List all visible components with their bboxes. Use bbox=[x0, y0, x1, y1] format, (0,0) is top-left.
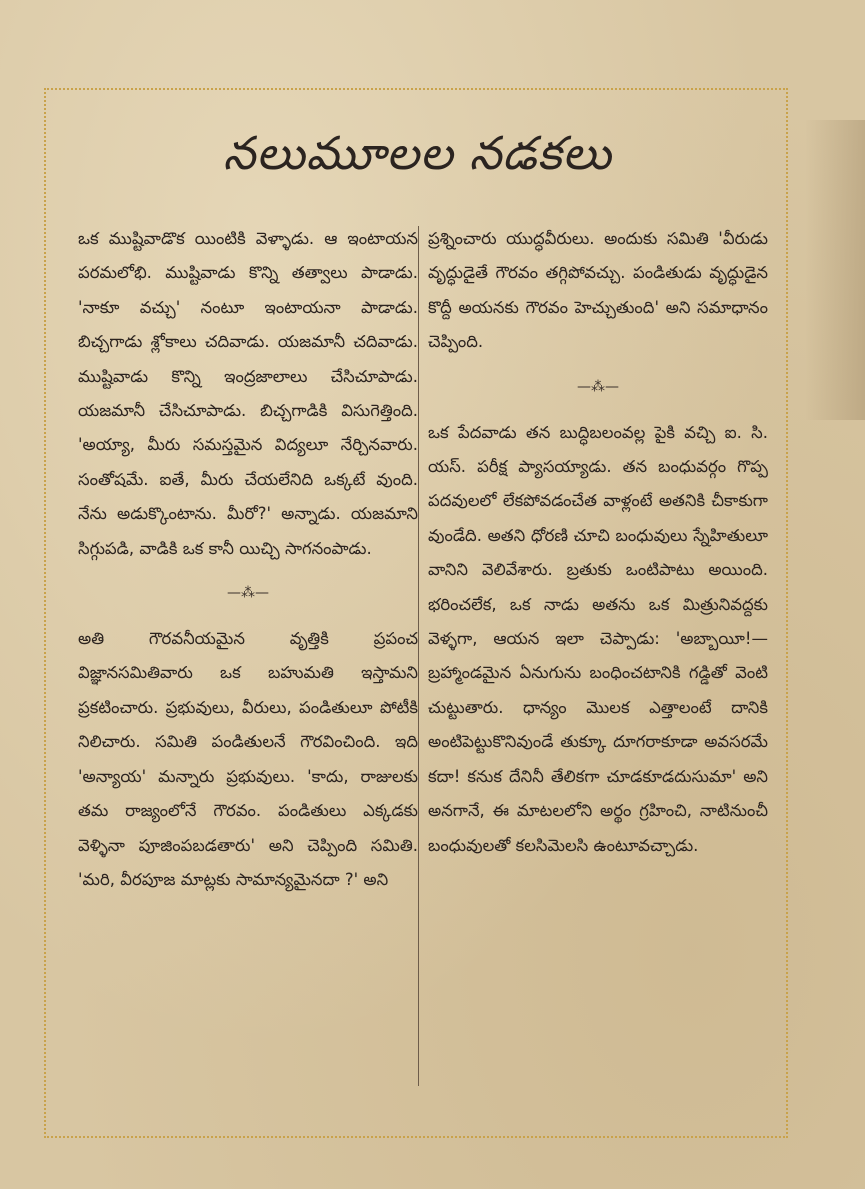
story-paragraph-ics-officer: ఒక పేదవాడు తన బుద్ధిబలంవల్ల పైకి వచ్చి ఐ. సి. యస్. పరీక్ష ప్యాసయ్యాడు. తన బంధువర్గం గొప్ప పదవులలో లేకపోవడంచేత వాళ్లంటే అతనికి చీకాకుగా వుండేది. అతని ధోరణి చూచి బంధువులు స్నేహితులూ వానిని వెలివేశారు. బ్రతుకు ఒంటిపాటు అయింది. భరించలేక, ఒక నాడు అతను ఒక మిత్రునివద్దకు వెళ్ళగా, ఆయన ఇలా చెప్పాడు: 'అబ్బాయీ!—బ్రహ్మాండమైన ఏనుగును బంధించటానికి గడ్డితో వెంటి చుట్టుతారు. ధాన్యం మొలక ఎత్తాలంటే దానికి అంటిపెట్టుకొనివుండే తుక్కూ దూగరాకూడా అవసరమే కదా! కనుక దేనినీ తేలికగా చూడకూడదుసుమా' అని అనగానే, ఈ మాటలలోని అర్థం గ్రహించి, నాటినుంచీ బంధువులతో కలసిమెలసి ఉంటూవచ్చాడు. bbox=[428, 422, 768, 855]
right-column bbox=[428, 222, 768, 1102]
column-divider bbox=[418, 226, 419, 1086]
page-title: నలుమూలల నడకలు bbox=[223, 126, 612, 180]
section-separator: —⁂— bbox=[577, 378, 619, 395]
story-paragraph-honour: అతి గౌరవనీయమైన వృత్తికి ప్రపంచ విజ్ఞానసమితివారు ఒక బహుమతి ఇస్తామని ప్రకటించారు. ప్రభువులు, వీరులు, పండితులూ పోటీకి నిలిచారు. సమితి పండితులనే గౌరవించింది. ఇది 'అన్యాయ' మన్నారు ప్రభువులు. 'కాదు, రాజులకు తమ రాజ్యంలోనే గౌరవం. పండితులు ఎక్కడకు వెళ్ళినా పూజింపబడతారు' అని చెప్పింది సమితి. 'మరి, వీరపూజ మాట్లకు సామాన్యమైనదా ?' అని bbox=[78, 629, 418, 889]
story-paragraph-honour-continued: ప్రశ్నించారు యుద్ధవీరులు. అందుకు సమితి 'వీరుడు వృద్ధుడైతే గౌరవం తగ్గిపోవచ్చు. పండితుడు వృద్ధుడైన కొద్దీ అయనకు గౌరవం హెచ్చుతుంది' అని సమాధానం చెప్పింది. bbox=[428, 229, 768, 352]
left-column bbox=[78, 222, 418, 1102]
story-paragraph-beggar: ఒక ముష్టివాడొక యింటికి వెళ్ళాడు. ఆ ఇంటాయన పరమలోభి. ముష్టివాడు కొన్ని తత్వాలు పాడాడు. 'నాకూ వచ్చు' నంటూ ఇంటాయనా పాడాడు. బిచ్చగాడు శ్లోకాలు చదివాడు. యజమానీ చదివాడు. ముష్టివాడు కొన్ని ఇంద్రజాలాలు చేసిచూపాడు. యజమానీ చేసిచూపాడు. బిచ్చగాడికి విసుగెత్తింది. 'అయ్యా, మీరు సమస్తమైన విద్యలూ నేర్చినవారు. సంతోషమే. ఐతే, మీరు చేయలేనిది ఒక్కటే వుంది. నేను అడుక్కొంటాను. మీరో?' అన్నాడు. యజమాని సిగ్గుపడి, వాడికి ఒక కానీ యిచ్చి సాగనంపాడు. bbox=[78, 229, 418, 558]
page-edge-shadow bbox=[805, 120, 865, 420]
section-separator: —⁂— bbox=[227, 585, 269, 602]
